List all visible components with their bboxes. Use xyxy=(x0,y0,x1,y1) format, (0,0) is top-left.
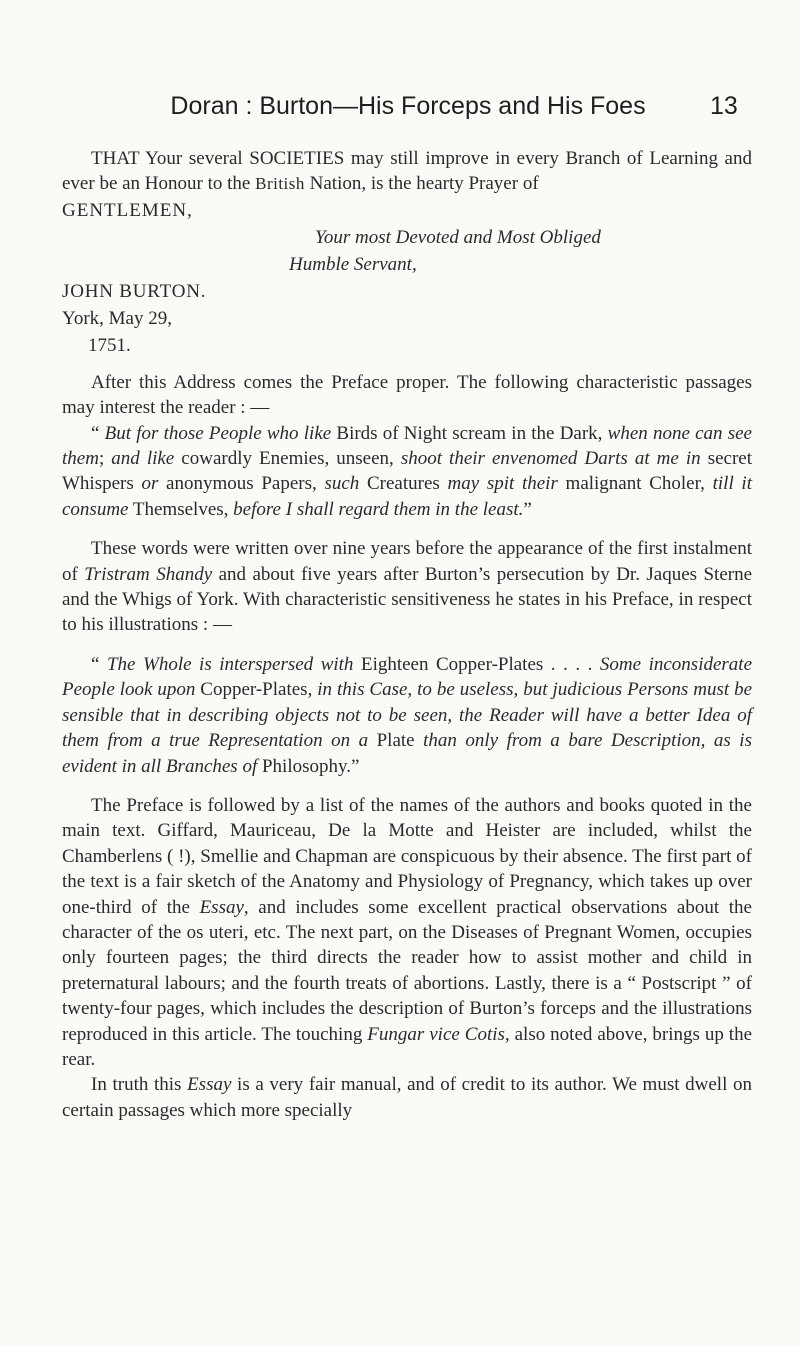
quote-2-roman: Copper-Plates, xyxy=(195,679,318,701)
dedication-signature: JOHN BURTON. xyxy=(62,280,207,302)
paragraph-4 xyxy=(62,1072,752,1123)
quote-2-roman: Plate xyxy=(368,730,424,752)
paragraph-3-essay: Essay xyxy=(199,896,244,918)
paragraph-3-text: also noted above, brings up the rear. xyxy=(62,1023,753,1070)
spacer xyxy=(62,522,752,536)
quote-1-roman: anonymous Papers, xyxy=(158,473,325,495)
quote-1-open: “ xyxy=(91,422,105,444)
paragraph-3-fungar: Fungar vice Cotis, xyxy=(367,1023,510,1045)
page-number: 13 xyxy=(710,92,738,120)
quote-1-italic: shoot their envenomed Darts at me in xyxy=(400,448,701,470)
dedication-line-2a: Branch of Learning and ever be an Honour to the xyxy=(62,148,752,195)
quote-1-roman: ; xyxy=(98,448,112,470)
quote-1-italic: or xyxy=(141,473,159,495)
quote-1-italic: and like xyxy=(111,448,175,470)
dedication-line-3: is the hearty Prayer of xyxy=(370,173,539,195)
page-body xyxy=(62,146,752,1123)
quote-1-italic: But for those People who like xyxy=(104,422,332,444)
quote-2-roman: Eighteen Copper-Plates . . . . xyxy=(353,653,600,675)
quote-1-roman: cowardly Enemies, unseen, xyxy=(174,448,401,470)
quote-1-roman: malignant Choler, xyxy=(557,473,713,495)
quote-1-close: ” xyxy=(523,498,532,520)
paragraph-3-text: , and includes some excellent practical observations about the character of the os uteri, etc. The next part, on the Diseases of Pregnant Women, occupies only fourteen pages; the third directs the reader how to assist mother and child in preternatural labours; and the fourth treats of abortions. Lastly, there is a “ Postscript ” of twenty-four pages, which includes the description of Burton’s forceps and the illustrations reproduced in this article. The touching xyxy=(62,896,752,1045)
dedication-line-1: THAT Your several SOCIETIES may still improve in every xyxy=(91,148,559,169)
dedication-year: 1751. xyxy=(88,334,131,356)
quote-1-italic: may spit their xyxy=(447,473,558,495)
paragraph-1: After this Address comes the Preface proper. The following characteristic passages may interest the reader : — xyxy=(62,371,752,419)
quote-1-roman: Birds of Night scream in the Dark, xyxy=(331,422,608,444)
paragraph-2-title: Tristram Shandy xyxy=(84,563,213,585)
quote-2-open: “ xyxy=(91,653,107,675)
paragraph-3 xyxy=(62,793,752,1072)
quote-2 xyxy=(62,652,752,779)
quote-2-italic: The Whole is interspersed with xyxy=(106,653,354,675)
quote-2-roman: Philosophy.” xyxy=(257,755,360,777)
spacer xyxy=(62,359,752,370)
dedication-place: York, May 29, xyxy=(62,307,172,329)
quote-1-italic: till it consume xyxy=(62,473,752,520)
quote-2-italic: Some inconsiderate People look upon xyxy=(62,653,753,701)
paragraph-2-text: These words were written over nine years before the appearance of the first instalment of xyxy=(62,538,752,585)
quote-1 xyxy=(62,421,752,523)
quote-1-roman: Creatures xyxy=(359,473,448,495)
dedication-closing-2: Humble Servant, xyxy=(289,253,417,275)
quote-1-roman: secret Whispers xyxy=(62,448,752,495)
quote-2-italic: than only from a bare Description, as is evident in all Branches of xyxy=(62,730,752,777)
dedication-closing-1: Your most Devoted and Most Obliged xyxy=(315,226,601,248)
quote-1-italic: such xyxy=(324,473,360,495)
paragraph-2-text: and about five years after Burton’s persecution by Dr. Jaques Sterne and the Whigs of York. With characteristic sensitiveness he states in his Preface, in respect to his illustrations : — xyxy=(62,563,753,636)
quote-1-italic: when none can see them xyxy=(62,422,752,470)
dedication-british: British xyxy=(255,174,305,194)
spacer xyxy=(62,638,752,652)
paragraph-4-text: is a very fair manual, and of credit to its author. We must dwell on certain passages which more specially xyxy=(62,1074,752,1121)
quote-2-italic: in this Case, to be useless, but judicious Persons must be sensible that in describing objects not to be seen, the Reader will have a better Idea of them from a true Representation on a xyxy=(62,679,753,752)
paragraph-4-essay: Essay xyxy=(187,1074,232,1096)
paragraph-2 xyxy=(62,536,752,638)
dedication-line-2c: Nation, xyxy=(304,173,367,195)
paragraph-3-text: The Preface is followed by a list of the names of the authors and books quoted in the main text. Giffard, Mauriceau, De la Motte and Heister are included, whilst the Chamberlens ( !), Smellie and Chapman are conspicuous by their absence. The first part of the text is a fair sketch of the Anatomy and Physiology of Pregnancy, which takes up over one-third of the xyxy=(62,794,752,918)
paragraph-4-text: In truth this xyxy=(91,1074,188,1096)
quote-1-roman: Themselves, xyxy=(128,498,234,520)
dedication-addressee: GENTLEMEN, xyxy=(62,199,193,221)
quote-1-italic: before I shall regard them in the least. xyxy=(233,498,524,520)
spacer xyxy=(62,779,752,793)
running-title: Doran : Burton—His Forceps and His Foes xyxy=(170,92,646,120)
dedication-paragraph xyxy=(62,146,752,197)
